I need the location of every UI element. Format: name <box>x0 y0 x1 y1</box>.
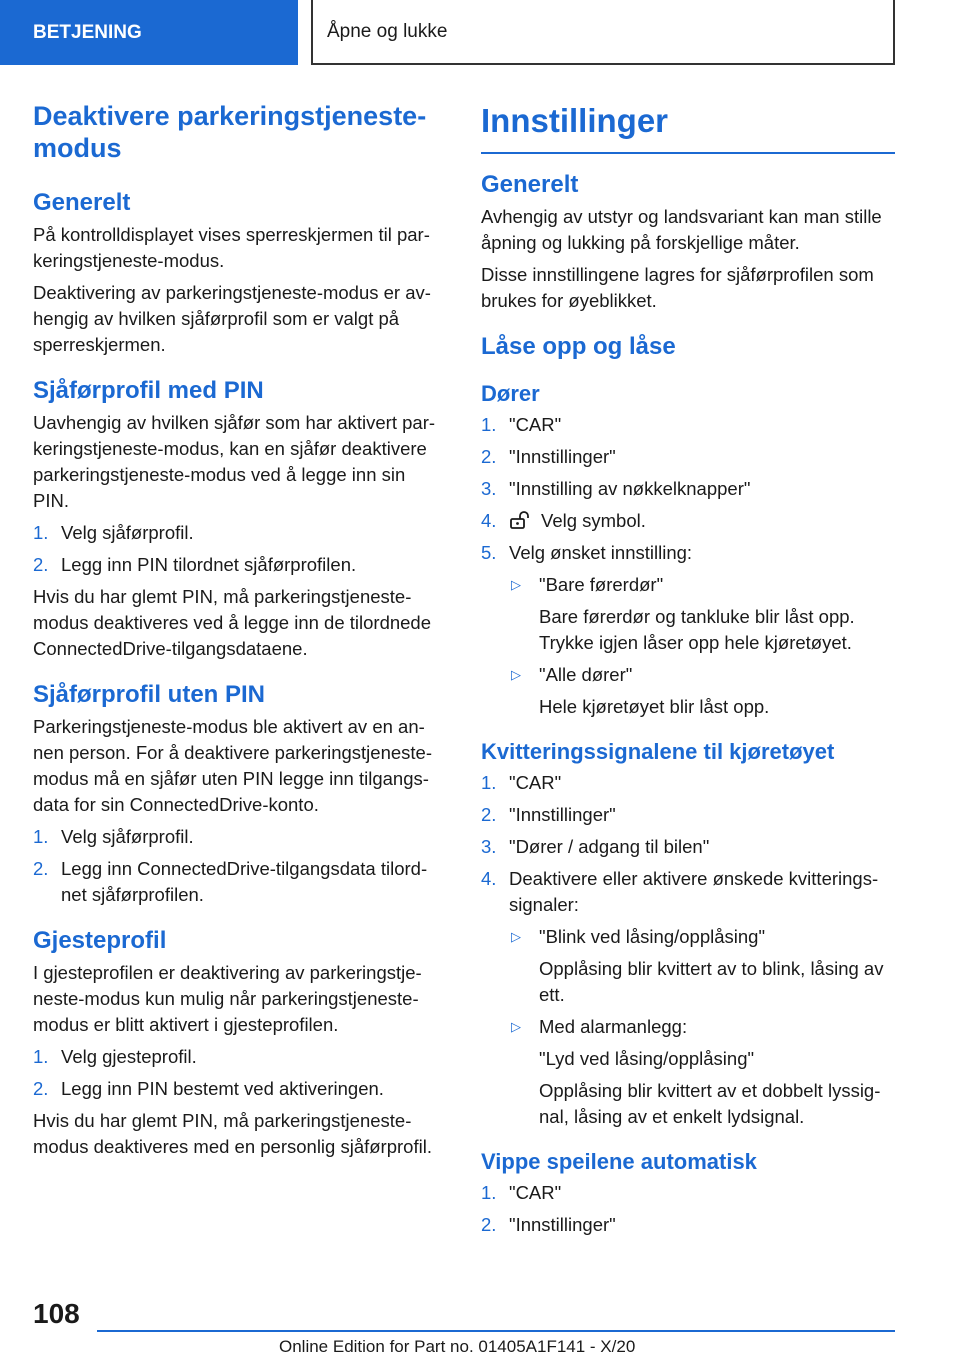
list-item <box>481 1180 895 1206</box>
header-section-tab <box>0 0 298 65</box>
option-description: Opplåsing blir kvittert av et dobbelt lyssig-nal, låsing av et enkelt lydsignal. <box>539 1080 881 1127</box>
list-item <box>481 476 895 502</box>
triangle-bullet-icon: ▷ <box>511 577 521 592</box>
list-item <box>33 520 443 546</box>
step-text: Legg inn ConnectedDrive-tilgangsdata tilord-net sjåførprofilen. <box>61 858 428 905</box>
list-item <box>511 924 895 1008</box>
footer-edition: Online Edition for Part no. 01405A1F141 - X/20 <box>279 1337 636 1356</box>
heading-generelt-right: Generelt <box>481 171 579 198</box>
list-item <box>33 1044 443 1070</box>
heading-laase: Låse opp og låse <box>481 333 676 360</box>
list-item <box>481 444 895 470</box>
left-column <box>33 100 443 1166</box>
step-text: "Innstillinger" <box>509 446 616 467</box>
left-title: Deaktivere parkeringstjeneste-modus <box>33 101 427 163</box>
option-sublabel: "Lyd ved låsing/opplåsing" <box>539 1048 755 1069</box>
step-text: Velg symbol. <box>541 510 646 531</box>
steps-list <box>33 824 443 908</box>
list-item <box>33 1076 443 1102</box>
step-number: 1. <box>33 1046 49 1067</box>
steps-list <box>481 412 895 566</box>
step-number: 5. <box>481 542 497 563</box>
steps-list <box>481 1180 895 1238</box>
step-text: Deaktivere eller aktivere ønskede kvitterings-signaler: <box>509 868 879 915</box>
paragraph: I gjesteprofilen er deaktivering av parkeringstje-neste-modus kun mulig når parkeringstjeneste-modus er blitt aktivert i gjesteprofilen. <box>33 962 422 1035</box>
option-label: "Alle dører" <box>539 664 633 685</box>
triangle-bullet-icon: ▷ <box>511 667 521 682</box>
right-column <box>481 100 895 1244</box>
steps-list <box>33 520 443 578</box>
step-text: "CAR" <box>509 1182 562 1203</box>
title-rule <box>481 152 895 154</box>
step-number: 2. <box>33 1078 49 1099</box>
list-item <box>511 572 895 656</box>
paragraph: Parkeringstjeneste-modus ble aktivert av en an-nen person. For å deaktivere parkeringstjeneste-modus må en sjåfør uten PIN legge inn tilgangs-data for sin ConnectedDrive-konto. <box>33 716 432 815</box>
paragraph: Hvis du har glemt PIN, må parkeringstjeneste-modus deaktiveres ved å legge inn de tilordnede ConnectedDrive-tilgangsdataene. <box>33 586 432 659</box>
step-text: Velg gjesteprofil. <box>61 1046 197 1067</box>
step-text: Velg sjåførprofil. <box>61 826 194 847</box>
heading-med-pin: Sjåførprofil med PIN <box>33 377 264 404</box>
step-text: "Dører / adgang til bilen" <box>509 836 710 857</box>
list-item <box>33 552 443 578</box>
step-text: "CAR" <box>509 772 562 793</box>
list-item <box>33 824 443 850</box>
step-text: Velg ønsket innstilling: <box>509 542 693 563</box>
step-text: Legg inn PIN bestemt ved aktiveringen. <box>61 1078 384 1099</box>
header-section-label: BETJENING <box>33 21 142 43</box>
list-item <box>481 834 895 860</box>
paragraph: Hvis du har glemt PIN, må parkeringstjeneste-modus deaktiveres med en personlig sjåførprofil. <box>33 1110 432 1157</box>
list-item <box>481 770 895 796</box>
list-item <box>511 1014 895 1130</box>
heading-vippe: Vippe speilene automatisk <box>481 1149 757 1174</box>
step-number: 4. <box>481 868 497 889</box>
step-number: 4. <box>481 510 497 531</box>
step-number: 3. <box>481 478 497 499</box>
step-text: Velg sjåførprofil. <box>61 522 194 543</box>
option-description: Bare førerdør og tankluke blir låst opp. Trykke igjen låser opp hele kjøretøyet. <box>539 606 855 653</box>
step-number: 3. <box>481 836 497 857</box>
triangle-bullet-icon: ▷ <box>511 929 521 944</box>
list-item <box>481 1212 895 1238</box>
right-title: Innstillinger <box>481 102 669 139</box>
list-item <box>481 802 895 828</box>
heading-uten-pin: Sjåførprofil uten PIN <box>33 681 266 708</box>
header-topic-tab <box>311 0 895 65</box>
step-number: 2. <box>481 804 497 825</box>
paragraph: På kontrolldisplayet vises sperreskjermen til par-keringstjeneste-modus. <box>33 224 430 271</box>
list-item <box>33 856 443 908</box>
paragraph: Uavhengig av hvilken sjåfør som har aktivert par-keringstjeneste-modus, kan en sjåfør deaktivere parkeringstjeneste-modus ved å legge inn sin PIN. <box>33 412 436 511</box>
option-label: Med alarmanlegg: <box>539 1016 688 1037</box>
steps-list <box>33 1044 443 1102</box>
unlock-icon <box>509 511 535 529</box>
step-number: 1. <box>481 1182 497 1203</box>
step-number: 1. <box>481 772 497 793</box>
list-item <box>511 662 895 720</box>
option-description: Opplåsing blir kvittert av to blink, låsing av ett. <box>539 958 884 1005</box>
step-number: 2. <box>481 446 497 467</box>
option-label: "Bare førerdør" <box>539 574 664 595</box>
list-item <box>481 866 895 918</box>
list-item <box>481 540 895 566</box>
triangle-bullet-icon: ▷ <box>511 1019 521 1034</box>
step-number: 2. <box>481 1214 497 1235</box>
options-list <box>511 924 895 1130</box>
step-number: 2. <box>33 554 49 575</box>
option-description: Hele kjøretøyet blir låst opp. <box>539 696 770 717</box>
heading-generelt-left: Generelt <box>33 189 131 216</box>
list-item <box>481 508 895 534</box>
steps-list <box>481 770 895 918</box>
step-text: "Innstillinger" <box>509 1214 616 1235</box>
step-text: "Innstilling av nøkkelknapper" <box>509 478 751 499</box>
header-topic-label: Åpne og lukke <box>327 20 448 42</box>
options-list <box>511 572 895 720</box>
step-text: Legg inn PIN tilordnet sjåførprofilen. <box>61 554 357 575</box>
page-number: 108 <box>33 1298 80 1329</box>
step-number: 1. <box>33 826 49 847</box>
step-text: "CAR" <box>509 414 562 435</box>
step-number: 2. <box>33 858 49 879</box>
heading-kvittering: Kvitteringssignalene til kjøretøyet <box>481 739 835 764</box>
list-item <box>481 412 895 438</box>
step-number: 1. <box>481 414 497 435</box>
heading-gjesteprofil: Gjesteprofil <box>33 927 167 954</box>
paragraph: Disse innstillingene lagres for sjåførprofilen som brukes for øyeblikket. <box>481 264 874 311</box>
paragraph: Avhengig av utstyr og landsvariant kan man stille åpning og lukking på forskjellige måter. <box>481 206 882 253</box>
step-text: "Innstillinger" <box>509 804 616 825</box>
heading-dorer: Dører <box>481 381 540 406</box>
footer-rule <box>97 1330 895 1332</box>
paragraph: Deaktivering av parkeringstjeneste-modus er av-hengig av hvilken sjåførprofil som er valgt på sperreskjermen. <box>33 282 431 355</box>
option-label: "Blink ved låsing/opplåsing" <box>539 926 766 947</box>
step-number: 1. <box>33 522 49 543</box>
